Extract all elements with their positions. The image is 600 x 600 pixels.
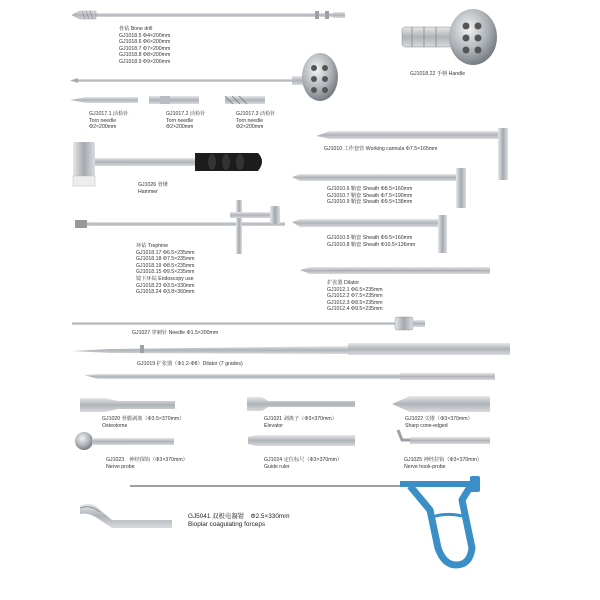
sheath-a-label: GJ1010.6 鞘套 Sheath Φ8.5×160mm GJ1010.7 鞘套 Sheath Φ7.5×190mm GJ1010.9 鞘套 Sheath Φ9.5×138mm: [327, 186, 413, 206]
guide-ruler-label: GJ1024 定位标尺（Φ3×370mm） Guide ruler: [264, 457, 343, 470]
long-probe-image: [84, 373, 495, 380]
working-cannula-image: [316, 128, 508, 180]
working-cannula-label: GJ1010 工作套管 Working cannula Φ7.5×165mm: [324, 146, 438, 152]
guide-ruler-image: [248, 435, 355, 446]
elevator-label: GJ1021 剥离子（Φ3×370mm） Elevator: [264, 416, 337, 429]
forceps-tip-image: [80, 504, 172, 528]
nerve-probe-image: [75, 432, 174, 450]
needle-image: [72, 317, 425, 330]
dilator-7-grades-image: [72, 343, 510, 355]
torn-needle-tips-image: [70, 96, 265, 104]
torn-needle-3-label: GJ1017.3 活检针 Torn needle Φ2×200mm: [236, 111, 276, 131]
trephine-label: 环钻 Trephine GJ1018.17 Φ6.5×235mm GJ1018.18 Φ7.5×235mm GJ1018.19 Φ8.5×235mm GJ1018.15 Φ9.5×235mm 镜下环钻 Endoscopy use GJ1018.23 Φ3.5×330mm GJ1018.24 Φ3.8×360mm: [136, 243, 195, 296]
torn-needle-2-label: GJ1017.2 活检针 Torn needle Φ2×200mm: [166, 111, 206, 131]
nerve-probe-label: GJ1023 神经探钩（Φ3×370mm） Nerve probe: [106, 457, 188, 470]
torn-needle-1-label: GJ1017.1 活检针 Torn needle Φ2×200mm: [89, 111, 129, 131]
osteotome-label: GJ1020 骨膜剥离（Φ3.5×370mm） Osteotome: [102, 416, 185, 429]
sheath-b-label: GJ1010.5 鞘套 Sheath Φ9.5×160mm GJ1010.8 鞘套 Sheath Φ10.5×136mm: [327, 235, 416, 248]
trephine-ball-handle-image: [70, 53, 338, 101]
needle-label: GJ1027 穿刺针 Needle Φ1.5×200mm: [132, 330, 219, 336]
dilator-grades-label: GJ1019 扩张器（Φ1.2-Φ8）Dilator (7 grades): [137, 361, 243, 367]
handle-label: GJ1018.22 手柄 Handle: [410, 71, 466, 77]
dilator-label: 扩张器 Dilator GJ1012.1 Φ6.5×235mm GJ1012.2 Φ7.5×235mm GJ1012.3 Φ8.5×235mm GJ1012.4 Φ9.5×235mm: [327, 280, 383, 313]
nerve-hook-probe-image: [398, 430, 490, 444]
forceps-label: GJ5041 双极电凝钳 Φ2.5×330mm Bioplar coagulating forceps: [188, 513, 290, 528]
sharp-cone-label: GJ1022 尖锥（Φ3×370mm） Sharp cone-edged: [405, 416, 473, 429]
bone-drill-image: [72, 11, 345, 19]
osteotome-image: [80, 398, 175, 412]
bone-drill-label: 骨钻 Bone drill GJ1018.5 Φ4×200mm GJ1018.6 Φ6×200mm GJ1018.7 Φ7×200mm GJ1018.8 Φ8×200mm GJ1018.9 Φ9×200mm: [119, 26, 171, 65]
sharp-cone-image: [392, 396, 490, 412]
hammer-label: GJ1026 骨锤 Hammer: [138, 182, 168, 195]
elevator-image: [247, 397, 355, 411]
bipolar-forceps-image: [130, 476, 480, 565]
nerve-hook-probe-label: GJ1025 神经拉钩（Φ3×370mm） Nerve hook-probe: [404, 457, 483, 470]
dilator-image: [300, 267, 490, 274]
handle-image: [402, 9, 497, 65]
hammer-image: [73, 142, 262, 186]
